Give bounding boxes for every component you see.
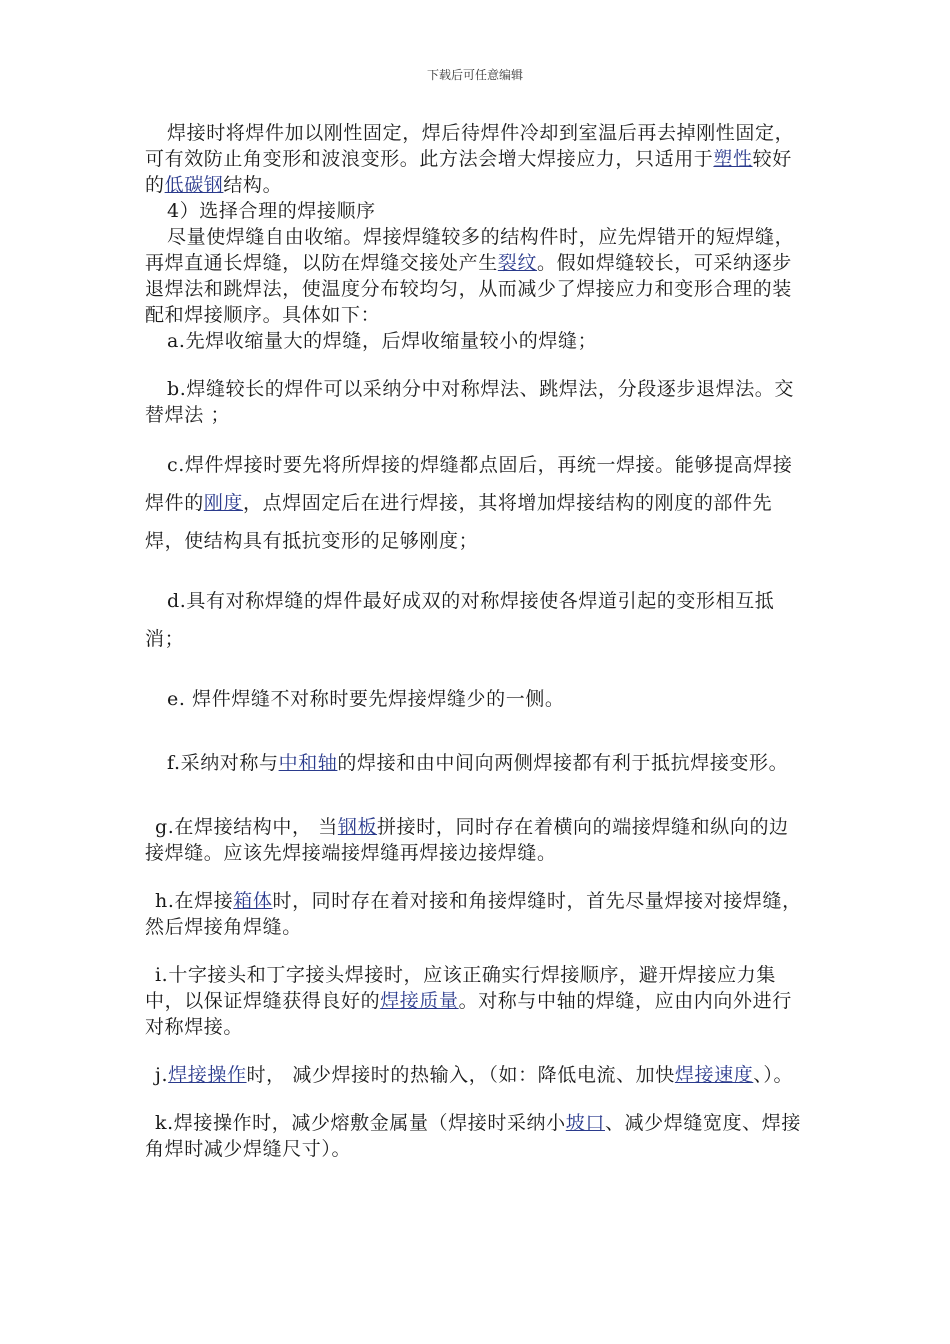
link-steel-plate[interactable]: 钢板 xyxy=(337,816,378,838)
list-item-j: j.焊接操作时， 减少焊接时的热输入，（如：降低电流、加快焊接速度、）。 xyxy=(155,1064,794,1086)
list-item-h: h.在焊接箱体时，同时存在着对接和角接焊缝时，首先尽量焊接对接焊缝，然后焊接角焊缝。 xyxy=(145,890,802,938)
link-low-carbon-steel[interactable]: 低碳钢 xyxy=(164,174,224,196)
link-box-body[interactable]: 箱体 xyxy=(233,890,273,912)
link-stiffness[interactable]: 刚度 xyxy=(203,492,244,514)
list-item-e: e. 焊件焊缝不对称时要先焊接焊缝少的一侧。 xyxy=(167,688,565,710)
link-neutral-axis[interactable]: 中和轴 xyxy=(278,752,338,774)
link-crack[interactable]: 裂纹 xyxy=(497,252,538,274)
link-welding-operation[interactable]: 焊接操作 xyxy=(168,1064,247,1086)
link-welding-quality[interactable]: 焊接质量 xyxy=(380,990,459,1012)
list-item-f: f.采纳对称与中和轴的焊接和由中间向两侧焊接都有利于抵抗焊接变形。 xyxy=(167,752,789,774)
list-item-g: g.在焊接结构中， 当钢板拼接时，同时存在着横向的端接焊缝和纵向的边接焊缝。应该先焊接端接焊缝再焊接边接焊缝。 xyxy=(145,816,789,864)
list-item-a: a.先焊收缩量大的焊缝，后焊收缩量较小的焊缝； xyxy=(167,330,598,352)
list-item-i: i.十字接头和丁字接头焊接时，应该正确实行焊接顺序，避开焊接应力集中，以保证焊缝获得良好的焊接质量。对称与中轴的焊缝，应由内向外进行对称焊接。 xyxy=(145,964,792,1038)
list-item-k: k.焊接操作时，减少熔敷金属量（焊接时采纳小坡口、减少焊缝宽度、焊接角焊时减少焊缝尺寸）。 xyxy=(145,1112,801,1160)
paragraph-free-shrink: 尽量使焊缝自由收缩。焊接焊缝较多的结构件时，应先焊错开的短焊缝，再焊直通长焊缝，以防在焊缝交接处产生裂纹。假如焊缝较长，可采纳逐步退焊法和跳焊法，使温度分布较均匀，从而减少了焊接应力和变形合理的装配和焊接顺序。具体如下： xyxy=(145,226,795,326)
link-groove[interactable]: 坡口 xyxy=(565,1112,605,1134)
document-body xyxy=(145,120,805,1162)
link-welding-speed[interactable]: 焊接速度 xyxy=(674,1064,754,1086)
section-heading-welding-sequence: 4）选择合理的焊接顺序 xyxy=(167,200,376,222)
list-item-d: d.具有对称焊缝的焊件最好成双的对称焊接使各焊道引起的变形相互抵消； xyxy=(145,590,775,650)
list-item-b: b.焊缝较长的焊件可以采纳分中对称焊法、跳焊法，分段逐步退焊法。交替焊法 ； xyxy=(145,378,795,426)
list-item-c: c.焊件焊接时要先将所焊接的焊缝都点固后，再统一焊接。能够提高焊接焊件的刚度，点焊固定后在进行焊接，其将增加焊接结构的刚度的部件先焊，使结构具有抵抗变形的足够刚度； xyxy=(145,454,793,552)
page-header: 下载后可任意编辑 xyxy=(426,68,523,82)
link-plasticity[interactable]: 塑性 xyxy=(713,148,753,170)
paragraph-rigid-fixing: 焊接时将焊件加以刚性固定，焊后待焊件冷却到室温后再去掉刚性固定，可有效防止角变形和波浪变形。此方法会增大焊接应力，只适用于塑性较好的低碳钢结构。 xyxy=(145,122,795,196)
